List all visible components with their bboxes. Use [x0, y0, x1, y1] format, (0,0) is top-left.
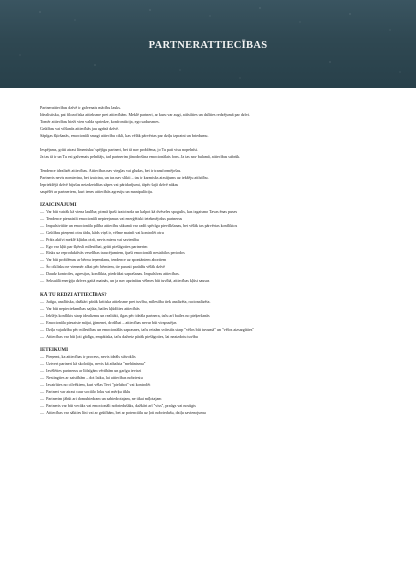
- dash-icon: —: [40, 312, 45, 318]
- dash-icon: —: [40, 215, 45, 221]
- list-item: [40, 216, 385, 223]
- section-heading: KĀ TU REDZI ATTIECĪBAS?: [40, 292, 107, 298]
- list-item: [40, 334, 385, 341]
- intro-line: Tomēr attiecības bieži vien valda spriedze, konfrontācija, ego sadursmes.: [40, 119, 160, 124]
- paragraph-line: Iepriekšējā dzīvē bijušas neizdzeidītas sāpes vai pāridarījumi, tāpēc šajā dzīvē nākas: [40, 182, 179, 187]
- dash-icon: —: [40, 382, 45, 388]
- dash-icon: —: [40, 236, 45, 242]
- list-item: [40, 327, 385, 334]
- dash-icon: —: [40, 375, 45, 381]
- paragraph-line: Ja tas tā ir un Tu esi galvenais pelnītājs, tad partnerim jānodrošina emocionālais fons. Ja tas nav bulamā, attiecības sabrūk.: [40, 154, 241, 159]
- intro-paragraph: [40, 104, 385, 139]
- list-item: [40, 313, 385, 320]
- dash-icon: —: [40, 395, 45, 401]
- list-item-text: Seksuālā enerģija dzīves gaitā mainās, un ja nav apzinātas vēlmes būt tuvībā, attiecības kļūst sausas: [46, 278, 210, 284]
- list-item-text: Jutīga, analītiska, dažkārt pārāk kritiska attieksme pret tuvību, mīlestība tiek analizēta, racionalizēta.: [46, 298, 211, 304]
- list-item-text: Iekšējs konflikts starp idealizmu un realitāti, ilgas pēc ideāla partnera, taču arī bailes no pieķeršanās: [46, 312, 210, 318]
- bullet-list: [40, 209, 385, 285]
- page-title: PARTNERATTIECĪBAS: [148, 40, 268, 51]
- list-item: [40, 396, 385, 403]
- header-banner: [0, 0, 416, 88]
- list-item-text: Risks uz reproduktīvās veselības traucējumiem, īpaši emocionāli nestabilos periodos: [46, 250, 185, 256]
- list-item: [40, 237, 385, 244]
- dash-icon: —: [40, 388, 45, 394]
- dash-icon: —: [40, 326, 45, 332]
- paragraph-2: [40, 146, 385, 160]
- dash-icon: —: [40, 305, 45, 311]
- paragraph-line: saspēlēt ar partneriem, kuri ienes attiecībās agresiju un manipulāciju.: [40, 189, 153, 194]
- intro-line: Partnerattiecības dzīvē ir galvenais mācību lauks.: [40, 105, 121, 110]
- list-item: [40, 361, 385, 368]
- section-challenges: [40, 202, 385, 285]
- list-item: [40, 375, 385, 382]
- dash-icon: —: [40, 222, 45, 228]
- list-item-text: Attiecības var sākties līni vai ar grūtībām, bet ar potenciālu uz ļoti nobriedušu, dziļu savienojumu: [46, 409, 206, 415]
- list-item: [40, 278, 385, 285]
- dash-icon: —: [40, 250, 45, 256]
- intro-line: Grūtības vai vilšanās attiecībās jau agrīnā dzīvē.: [40, 126, 120, 131]
- list-item: [40, 299, 385, 306]
- list-item: [40, 320, 385, 327]
- list-item: [40, 223, 385, 230]
- dash-icon: —: [40, 243, 45, 249]
- list-item: [40, 264, 385, 271]
- section-heading: IETEIKUMI: [40, 348, 69, 354]
- paragraph-3: [40, 167, 385, 195]
- dash-icon: —: [40, 209, 45, 214]
- paragraph-line: Partneris nevis nomierina, bet izaicina, un tas nav slikti – tas ir karmisks aizsūjums uz iekšēju attīstību.: [40, 175, 209, 180]
- list-item-text: Ego var kļūt par šķērsli mīlestībai, grūti piešāgoties partnerim: [46, 243, 148, 249]
- dash-icon: —: [40, 257, 45, 263]
- list-item-text: Var būt nepieciešamības sajūta, bailes kļūdīties attiecībās: [46, 305, 140, 311]
- list-item: [40, 306, 385, 313]
- list-item-text: Šo ciklisku ne vienmēr alkst pēc bērniem, tie parasti parādās vēlāk dzīvē: [46, 264, 165, 270]
- paragraph-line: Iespējams, grūti atrast līmenisku/ spējīgu partneri, bet tā nav problēma, jo Tu pati visu nopelnīsi.: [40, 147, 199, 152]
- intro-line: Sāpīgas šķiršanās, emocionāli smagi attiecību cikli, kas vēlāk pārvērtas par dziļu izpratni un briedumu.: [40, 133, 209, 138]
- list-item-text: Izvairīties no cilvēkiem, kuri vēlas Tevi "pielabot" vai kontrolēt: [46, 382, 151, 388]
- list-item-text: Pieņemt, ka attiecības ir process, nevis ideāls stāvoklis: [46, 354, 136, 360]
- paragraph-line: Tendence idealizēt attiecības. Attiecības nav vieglas vai gludas, bet ir transformējošas.: [40, 168, 182, 173]
- bullet-list: [40, 354, 385, 416]
- list-item: [40, 403, 385, 410]
- dash-icon: —: [40, 229, 45, 235]
- bullet-list: [40, 299, 385, 340]
- section-how-you-see-relationships: [40, 292, 385, 340]
- dash-icon: —: [40, 333, 45, 339]
- list-item-text: Prāts aktīvi meklē kļūdas otrā, nevis mieru vai savienību: [46, 236, 139, 242]
- list-item-text: Partnerim jābūt ari domubiedram un sabiedrotajam, ne tikai mīļotajam: [46, 395, 162, 401]
- dash-icon: —: [40, 278, 45, 284]
- list-item-text: Uztvert partneri kā skolotāju, nevis kā atbalsta "mehānismu": [46, 361, 146, 367]
- dash-icon: —: [40, 402, 45, 408]
- dash-icon: —: [40, 354, 45, 360]
- list-item-text: Emocionāla piesaiste mājai, ģimenei, drošībai – attiecības nevar būt virspusējas: [46, 319, 177, 325]
- list-item-text: Dziļa vajadzība pēc mīlestības un emocionālās saprasnes, taču reizām svārstās starp "vēlos būt tuvumā" un "vēlos aizsargāties": [46, 326, 255, 332]
- list-item-text: Partneri var atrast caur sociālo loku vai mērķu tīklu: [46, 388, 131, 394]
- list-item: [40, 250, 385, 257]
- list-item: [40, 271, 385, 278]
- intro-line: Idealistiska, pat filozofiska attieksme pret attiecībām. Meklē partneri, ar kuru var augt, attīstīties un dalīties redzējumā par dzīvi.: [40, 112, 251, 117]
- dash-icon: —: [40, 271, 45, 277]
- list-item: [40, 209, 385, 216]
- list-item: [40, 257, 385, 264]
- section-recommendations: [40, 347, 385, 416]
- list-item-text: Izvēlēties partnerus ar līdzīgām vērtībām un garīgu ievirzi: [46, 368, 142, 374]
- list-item-text: Impulsivitāte un emocionāla pilība attiecību sākumā var radīt spēcīga pievilkšanas, bet vēlāk tas pārvērtas konfliktos: [46, 222, 238, 228]
- list-item: [40, 410, 385, 417]
- list-item: [40, 230, 385, 237]
- list-item-text: Var būt problēmas ar bērnu ieņemšanu, tendence uz spontāniem abortiem: [46, 257, 167, 263]
- list-item-text: Nestingties ar saistībām – dot laiku, lai attiecības nobriestu: [46, 375, 143, 381]
- list-item-text: Tendence pienaistīt emocionāli nepieejamus vai enerģētiski ietekmējošus partnerus: [46, 215, 183, 221]
- list-item-text: Var būt vairāk kā viena laulība; pirmā īpaši izaicinoša un kalpot kā dvēseles spogulis, kas izgaismo Tavas ēnas puses: [46, 209, 238, 214]
- list-item: [40, 389, 385, 396]
- section-heading: IZAICINĀJUMI: [40, 203, 77, 208]
- list-item: [40, 368, 385, 375]
- list-item-text: Daudz kontroles, agresijas, konflikta, piedrūkst saprašanas. Impulsīvas attiecības.: [46, 271, 180, 277]
- list-item: [40, 354, 385, 361]
- dash-icon: —: [40, 368, 45, 374]
- dash-icon: —: [40, 319, 45, 325]
- dash-icon: —: [40, 298, 45, 304]
- list-item-text: Attiecības var būt ļoti gādīga, empātiska, taču dažreiz pārāk piešāgoties, lai neaizdotu tuvību: [46, 333, 198, 339]
- list-item-text: Grūtības pieņemt otru tādu, kāds viņš ir, vēlme mainīt vai kontrolēt otru: [46, 229, 164, 235]
- dash-icon: —: [40, 409, 45, 415]
- document-body: [40, 104, 385, 417]
- dash-icon: —: [40, 264, 45, 270]
- list-item: [40, 244, 385, 251]
- list-item: [40, 382, 385, 389]
- list-item-text: Partneris var būt vecāks vai emocionāli nobriedušāks, dažkārt arī "viss", praūgs vai nosūgts: [46, 402, 196, 408]
- dash-icon: —: [40, 361, 45, 367]
